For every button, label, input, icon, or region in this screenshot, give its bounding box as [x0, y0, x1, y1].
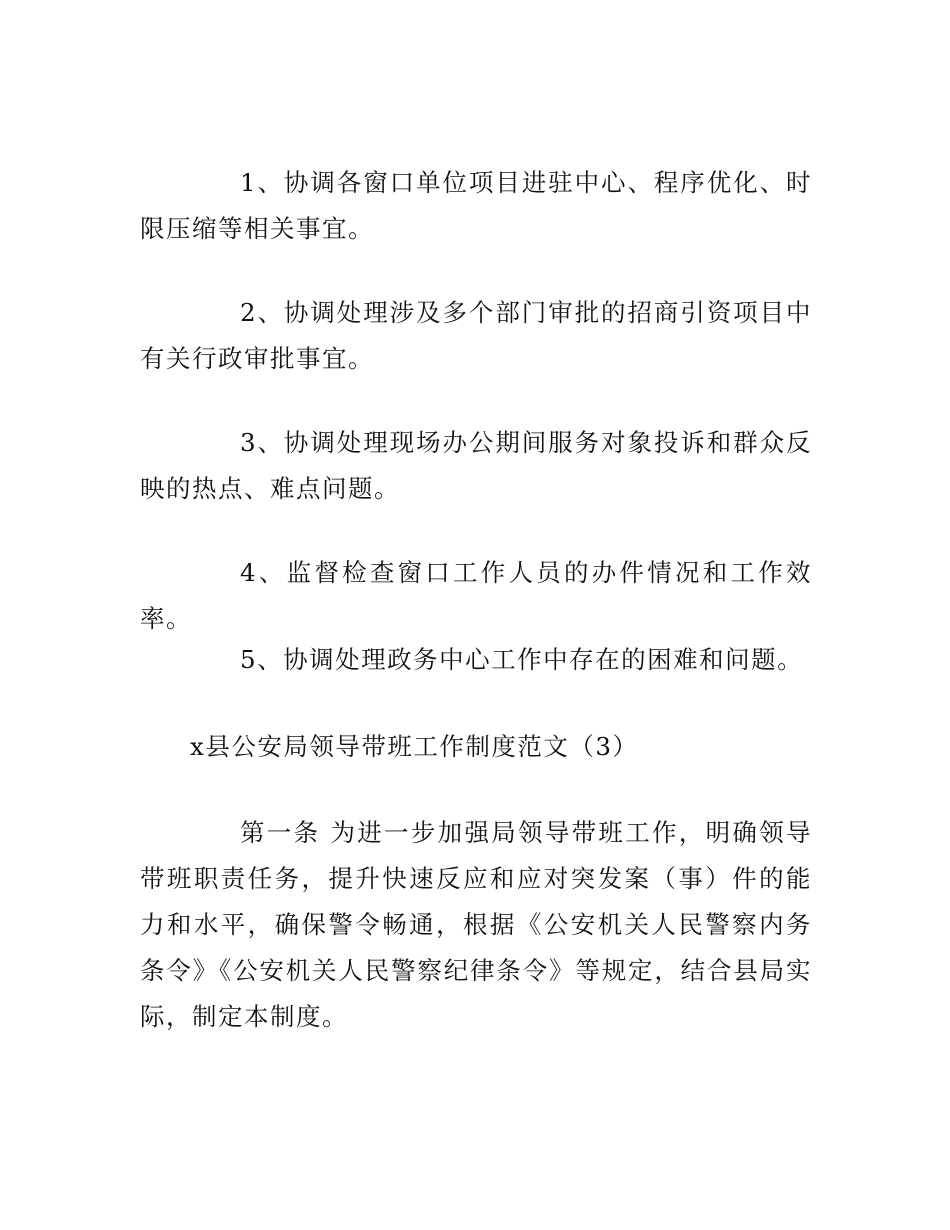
- list-item-2: 2、协调处理涉及多个部门审批的招商引资项目中有关行政审批事宜。: [140, 298, 812, 373]
- list-item-1: 1、协调各窗口单位项目进驻中心、程序优化、时限压缩等相关事宜。: [140, 168, 812, 243]
- list-item-5: 5、协调处理政务中心工作中存在的困难和问题。: [240, 645, 804, 674]
- section-heading: x县公安局领导带班工作制度范文（3）: [190, 732, 639, 761]
- article-paragraph: 第一条 为进一步加强局领导带班工作，明确领导带班职责任务，提升快速反应和应对突发案（事）件的能力和水平，确保警令畅通，根据《公安机关人民警察内务条令》《公安机关人民警察纪律条令》等规定，结合县局实际，制定本制度。: [140, 818, 812, 1031]
- list-item-3: 3、协调处理现场办公期间服务对象投诉和群众反映的热点、难点问题。: [140, 428, 812, 503]
- list-item-4: 4、监督检查窗口工作人员的办件情况和工作效率。: [140, 558, 812, 633]
